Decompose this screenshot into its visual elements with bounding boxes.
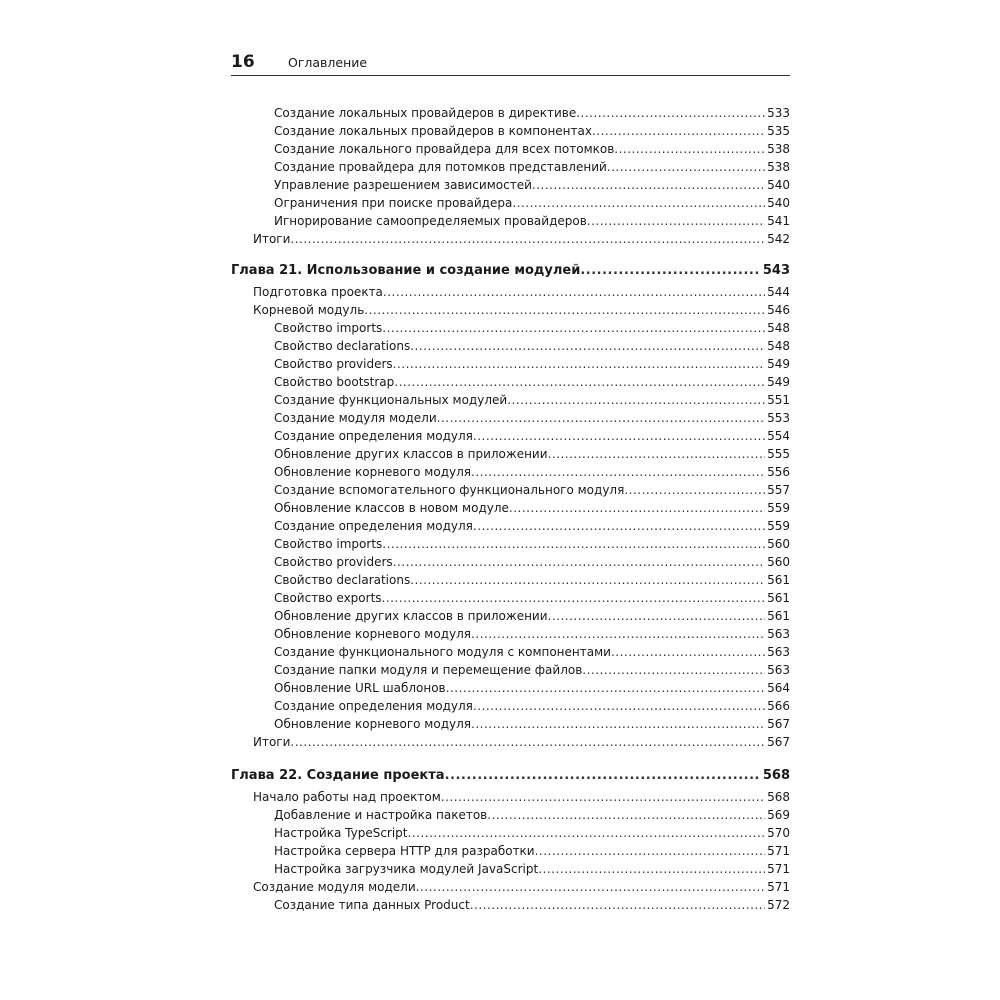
dot-leader (470, 896, 765, 914)
entry-title: Обновление других классов в приложении (274, 447, 548, 461)
entry-title: Ограничения при поиске провайдера (274, 196, 513, 210)
toc-entry[interactable] (231, 697, 790, 715)
toc-entry[interactable] (231, 283, 790, 301)
entry-page: 561 (767, 609, 790, 623)
entry-page: 571 (767, 862, 790, 876)
dot-leader (487, 806, 765, 824)
dot-leader (507, 391, 765, 409)
entry-page: 564 (767, 681, 790, 695)
toc-entry[interactable] (231, 445, 790, 463)
dot-leader (473, 517, 765, 535)
entry-title: Создание модуля модели (274, 411, 437, 425)
entry-page: 563 (767, 627, 790, 641)
dot-leader (446, 679, 765, 697)
toc-entry[interactable] (231, 824, 790, 842)
toc-entry[interactable] (231, 842, 790, 860)
entry-page: 540 (767, 178, 790, 192)
entry-title: Создание локального провайдера для всех потомков (274, 142, 615, 156)
entry-page: 568 (767, 790, 790, 804)
entry-page: 572 (767, 898, 790, 912)
toc-entry[interactable] (231, 212, 790, 230)
dot-leader (473, 427, 765, 445)
toc-entry[interactable] (231, 104, 790, 122)
dot-leader (290, 230, 765, 248)
toc-entry[interactable] (231, 176, 790, 194)
dot-leader (580, 261, 761, 281)
entry-page: 566 (767, 699, 790, 713)
entry-page: 559 (767, 501, 790, 515)
entry-title: Управление разрешением зависимостей (274, 178, 532, 192)
toc-entry[interactable] (231, 319, 790, 337)
toc-entry[interactable] (231, 463, 790, 481)
toc-entry[interactable] (231, 535, 790, 553)
dot-leader (607, 158, 765, 176)
toc-entry[interactable] (231, 230, 790, 248)
entry-title: Создание функционального модуля с компонентами (274, 645, 611, 659)
toc-entry[interactable] (231, 122, 790, 140)
toc-entry[interactable] (231, 589, 790, 607)
dot-leader (445, 766, 761, 786)
dot-leader (393, 355, 765, 373)
dot-leader (382, 535, 765, 553)
toc-entry[interactable] (231, 553, 790, 571)
entry-page: 570 (767, 826, 790, 840)
dot-leader (416, 878, 765, 896)
toc-chapter-21 (231, 261, 790, 751)
entry-page: 561 (767, 591, 790, 605)
toc-entry[interactable] (231, 158, 790, 176)
dot-leader (535, 842, 765, 860)
dot-leader (532, 176, 765, 194)
dot-leader (408, 824, 766, 842)
toc-entry[interactable] (231, 337, 790, 355)
entry-title: Свойство declarations (274, 573, 411, 587)
page-number: 16 (231, 52, 255, 72)
dot-leader (582, 661, 765, 679)
entry-page: 554 (767, 429, 790, 443)
entry-title: Создание определения модуля (274, 429, 473, 443)
entry-title: Настройка загрузчика модулей JavaScript (274, 862, 539, 876)
entry-title: Свойство providers (274, 357, 393, 371)
entry-title: Итоги (253, 735, 291, 749)
entry-page: 556 (767, 465, 790, 479)
toc-entry[interactable] (231, 409, 790, 427)
entry-page: 540 (767, 196, 790, 210)
dot-leader (538, 860, 765, 878)
entry-page: 557 (767, 483, 790, 497)
entry-page: 561 (767, 573, 790, 587)
entry-title: Подготовка проекта (253, 285, 383, 299)
entry-page: 533 (767, 106, 790, 120)
entry-page: 553 (767, 411, 790, 425)
entry-title: Создание локальных провайдеров в директиве (274, 106, 577, 120)
toc-entry[interactable] (231, 301, 790, 319)
dot-leader (624, 481, 765, 499)
dot-leader (383, 283, 765, 301)
dot-leader (614, 140, 765, 158)
entry-title: Обновление классов в новом модуле (274, 501, 509, 515)
toc-entry[interactable] (231, 625, 790, 643)
toc-entry[interactable] (231, 661, 790, 679)
chapter-heading[interactable] (231, 766, 790, 786)
dot-leader (364, 301, 765, 319)
entry-page: 571 (767, 880, 790, 894)
dot-leader (611, 643, 765, 661)
toc-section-continued (231, 104, 790, 248)
toc-entry[interactable] (231, 733, 790, 751)
dot-leader (382, 319, 765, 337)
entry-title: Игнорирование самоопределяемых провайдеров (274, 214, 587, 228)
entry-title: Настройка TypeScript (274, 826, 408, 840)
entry-page: 563 (767, 645, 790, 659)
entry-page: 567 (767, 735, 790, 749)
entry-title: Добавление и настройка пакетов (274, 808, 488, 822)
entry-title: Создание провайдера для потомков представлений (274, 160, 607, 174)
entry-title: Создание определения модуля (274, 699, 473, 713)
toc-entry[interactable] (231, 571, 790, 589)
dot-leader (548, 607, 766, 625)
dot-leader (393, 553, 765, 571)
entry-page: 538 (767, 142, 790, 156)
toc-chapter-22 (231, 766, 790, 914)
toc-entry[interactable] (231, 896, 790, 914)
entry-page: 569 (767, 808, 790, 822)
dot-leader (592, 122, 765, 140)
toc-entry[interactable] (231, 499, 790, 517)
toc-entry[interactable] (231, 481, 790, 499)
toc-entry[interactable] (231, 355, 790, 373)
toc-entry[interactable] (231, 517, 790, 535)
entry-title: Создание вспомогательного функционального модуля (274, 483, 625, 497)
dot-leader (471, 463, 765, 481)
chapter-title: Глава 22. Создание проекта (231, 768, 445, 783)
entry-page: 559 (767, 519, 790, 533)
entry-page: 542 (767, 232, 790, 246)
toc-entry[interactable] (231, 607, 790, 625)
entry-title: Корневой модуль (253, 303, 365, 317)
toc-entry[interactable] (231, 860, 790, 878)
entry-title: Создание типа данных Product (274, 898, 470, 912)
entry-page: 541 (767, 214, 790, 228)
entry-title: Создание функциональных модулей (274, 393, 508, 407)
dot-leader (473, 697, 765, 715)
dot-leader (471, 625, 765, 643)
toc-entry[interactable] (231, 679, 790, 697)
toc-entry[interactable] (231, 194, 790, 212)
toc-entry[interactable] (231, 140, 790, 158)
dot-leader (576, 104, 765, 122)
entry-page: 571 (767, 844, 790, 858)
entry-title: Свойство exports (274, 591, 382, 605)
entry-title: Начало работы над проектом (253, 790, 441, 804)
entry-page: 560 (767, 555, 790, 569)
entry-title: Создание модуля модели (253, 880, 416, 894)
entry-page: 567 (767, 717, 790, 731)
entry-page: 560 (767, 537, 790, 551)
chapter-page: 568 (762, 768, 790, 783)
entry-title: Свойство providers (274, 555, 393, 569)
dot-leader (587, 212, 765, 230)
dot-leader (471, 715, 765, 733)
entry-title: Обновление корневого модуля (274, 627, 471, 641)
toc-entry[interactable] (231, 427, 790, 445)
dot-leader (410, 337, 765, 355)
chapter-page: 543 (762, 263, 790, 278)
running-header (231, 52, 790, 76)
entry-page: 544 (767, 285, 790, 299)
toc-entry[interactable] (231, 878, 790, 896)
dot-leader (290, 733, 765, 751)
entry-page: 548 (767, 321, 790, 335)
dot-leader (382, 589, 766, 607)
toc-entry[interactable] (231, 788, 790, 806)
entry-title: Обновление URL шаблонов (274, 681, 446, 695)
entry-page: 538 (767, 160, 790, 174)
entry-title: Итоги (253, 232, 291, 246)
entry-page: 551 (767, 393, 790, 407)
entry-title: Создание папки модуля и перемещение файлов (274, 663, 583, 677)
entry-page: 535 (767, 124, 790, 138)
dot-leader (548, 445, 766, 463)
dot-leader (394, 373, 765, 391)
entry-page: 549 (767, 375, 790, 389)
entry-title: Обновление других классов в приложении (274, 609, 548, 623)
entry-page: 548 (767, 339, 790, 353)
entry-title: Обновление корневого модуля (274, 465, 471, 479)
entry-title: Свойство bootstrap (274, 375, 395, 389)
entry-page: 546 (767, 303, 790, 317)
dot-leader (437, 409, 765, 427)
chapter-title: Глава 21. Использование и создание модулей (231, 263, 581, 278)
entry-title: Настройка сервера HTTP для разработки (274, 844, 535, 858)
toc-entry[interactable] (231, 806, 790, 824)
entry-title: Создание локальных провайдеров в компонентах (274, 124, 592, 138)
toc-entry[interactable] (231, 373, 790, 391)
toc-entry[interactable] (231, 643, 790, 661)
dot-leader (410, 571, 765, 589)
entry-page: 555 (767, 447, 790, 461)
entry-title: Свойство imports (274, 321, 383, 335)
entry-title: Создание определения модуля (274, 519, 473, 533)
toc-entry[interactable] (231, 715, 790, 733)
entry-title: Свойство imports (274, 537, 383, 551)
running-title: Оглавление (288, 55, 368, 70)
dot-leader (441, 788, 765, 806)
entry-title: Свойство declarations (274, 339, 411, 353)
toc-entry[interactable] (231, 391, 790, 409)
entry-title: Обновление корневого модуля (274, 717, 471, 731)
entry-page: 549 (767, 357, 790, 371)
entry-page: 563 (767, 663, 790, 677)
dot-leader (512, 194, 765, 212)
dot-leader (509, 499, 765, 517)
chapter-heading[interactable] (231, 261, 790, 281)
